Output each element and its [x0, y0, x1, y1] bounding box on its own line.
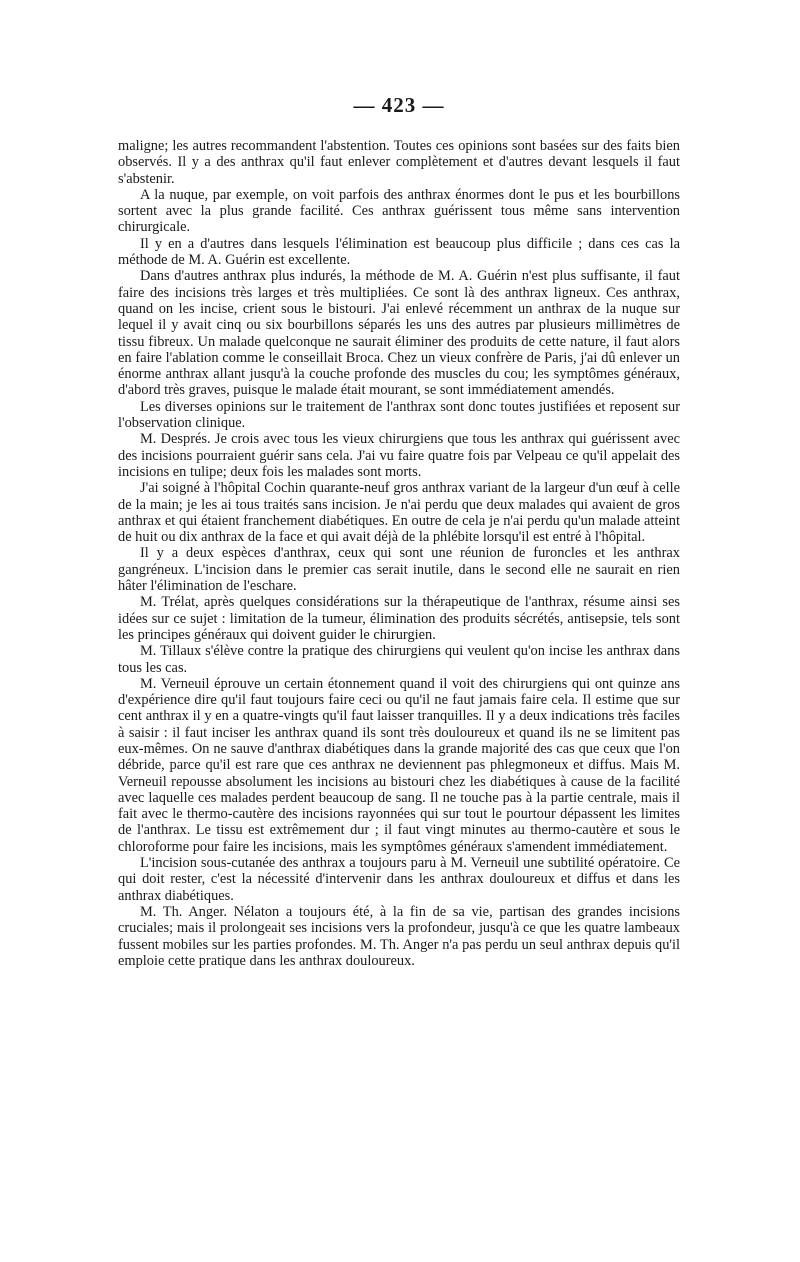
paragraph: Les diverses opinions sur le traitement de l'anthrax sont donc toutes justifiées et reposent sur l'observation clinique. — [118, 398, 680, 432]
paragraph: M. Verneuil éprouve un certain étonnement quand il voit des chirurgiens qui ont quinze ans d'expérience dire qu'il faut toujours faire ceci ou qu'il ne faut jamais faire cela. Il estime que sur cent anthrax il y en a quatre-vingts qu'il faut laisser tranquilles. Il y a deux indications très faciles à saisir : il faut inciser les anthrax quand ils sont très douloureux et quand ils ne se limitent pas eux-mêmes. On ne sauve d'anthrax diabétiques dans la grande majorité des cas que ceux que l'on débride, parce qu'il est rare que ces anthrax ne deviennent pas phlegmoneux et diffus. Mais M. Verneuil repousse absolument les incisions au bistouri chez les diabétiques à cause de la facilité avec laquelle ces malades perdent beaucoup de sang. Il ne touche pas à la partie centrale, mais il fait avec le thermo-cautère des incisions rayonnées qui sur tout le pourtour dépassent les limites de l'anthrax. Le tissu est extrêmement dur ; il faut vingt minutes au thermo-cautère et sous le chloroforme pour faire les incisions, mais les symptômes généraux s'amendent immédiatement. — [118, 675, 680, 855]
paragraph: M. Tillaux s'élève contre la pratique des chirurgiens qui veulent qu'on incise les anthrax dans tous les cas. — [118, 643, 680, 676]
document-page — [118, 92, 680, 969]
paragraph: Il y a deux espèces d'anthrax, ceux qui sont une réunion de furoncles et les anthrax gangréneux. L'incision dans le premier cas serait inutile, dans le second elle ne saurait en rien hâter l'élimination de l'eschare. — [118, 545, 680, 595]
paragraph: Dans d'autres anthrax plus indurés, la méthode de M. A. Guérin n'est plus suffisante, il faut faire des incisions très larges et très multipliées. Ce sont là des anthrax ligneux. Ces anthrax, quand on les incise, crient sous le bistouri. J'ai enlevé récemment un anthrax de la nuque sur lequel il y avait cinq ou six bourbillons séparés les uns des autres par plusieurs millimètres de tissu fibreux. Un malade quelconque ne saurait éliminer des produits de cette nature, il faut alors en faire l'ablation comme le conseillait Broca. Chez un vieux confrère de Paris, j'ai dû enlever un énorme anthrax allant jusqu'à la couche profonde des muscles du cou; les symptômes généraux, d'abord très graves, puisque le malade était mourant, se sont immédiatement amendés. — [118, 268, 680, 399]
paragraph: L'incision sous-cutanée des anthrax a toujours paru à M. Verneuil une subtilité opératoire. Ce qui doit rester, c'est la nécessité d'intervenir dans les anthrax douloureux et diffus et dans les anthrax diabétiques. — [118, 855, 680, 904]
paragraph: J'ai soigné à l'hôpital Cochin quarante-neuf gros anthrax variant de la largeur d'un œuf à celle de la main; je les ai tous traités sans incision. Je n'ai perdu que deux malades qui avaient de gros anthrax et qui étaient franchement diabétiques. En outre de cela je n'ai perdu qu'un malade atteint de huit ou dix anthrax de la face et qui avait déjà de la phlébite lorsqu'il est entré à l'hôpital. — [118, 480, 680, 546]
paragraph: M. Després. Je crois avec tous les vieux chirurgiens que tous les anthrax qui guérissent avec des incisions pourraient guérir sans cela. J'ai vu faire quatre fois par Velpeau ce qu'il appelait des incisions en tulipe; deux fois les malades sont morts. — [118, 431, 680, 480]
paragraph: M. Th. Anger. Nélaton a toujours été, à la fin de sa vie, partisan des grandes incisions cruciales; mais il prolongeait ses incisions vers la profondeur, jusqu'à ce que les quatre lambeaux fussent mobiles sur les parties profondes. M. Th. Anger n'a pas perdu un seul anthrax depuis qu'il emploie cette pratique dans les anthrax douloureux. — [118, 903, 680, 969]
paragraph: Il y en a d'autres dans lesquels l'élimination est beaucoup plus difficile ; dans ces cas la méthode de M. A. Guérin est excellente. — [118, 235, 680, 269]
body-text — [118, 138, 680, 969]
page-number: — 423 — — [353, 93, 445, 117]
paragraph: A la nuque, par exemple, on voit parfois des anthrax énormes dont le pus et les bourbillons sortent avec la plus grande facilité. Ces anthrax guérissent tous même sans intervention chirurgicale. — [118, 186, 680, 236]
paragraph: maligne; les autres recommandent l'abstention. Toutes ces opinions sont basées sur des faits bien observés. Il y a des anthrax qu'il faut enlever complètement et d'autres devant lesquels il faut s'abstenir. — [118, 138, 680, 187]
paragraph: M. Trélat, après quelques considérations sur la thérapeutique de l'anthrax, résume ainsi ses idées sur ce sujet : limitation de la tumeur, élimination des produits sécrétés, antisepsie, tels sont les principes généraux qui doivent guider le chirurgien. — [118, 594, 680, 643]
